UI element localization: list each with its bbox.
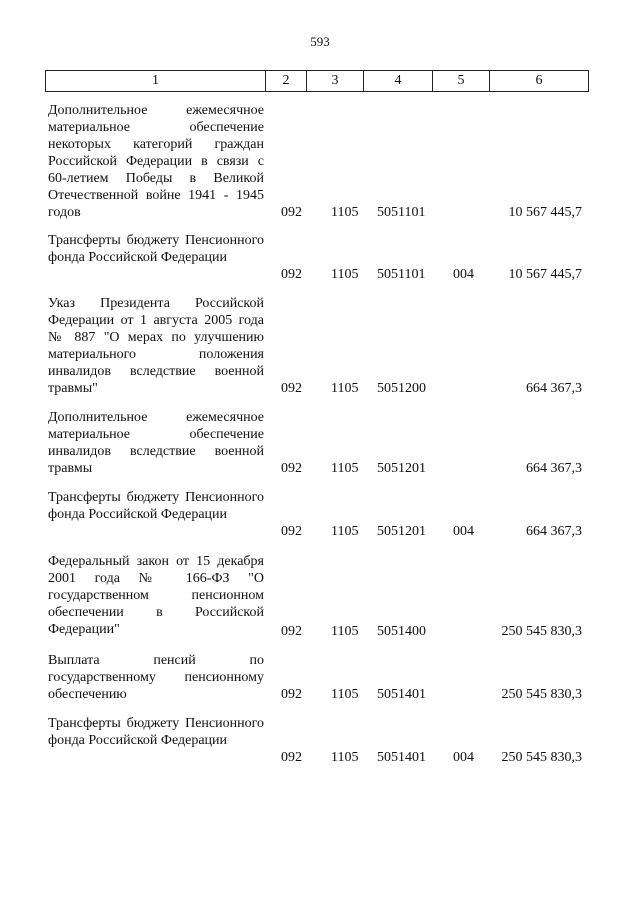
row-section-code: 1105 xyxy=(331,687,359,702)
row-target-code: 5051201 xyxy=(377,461,426,476)
page-number: 593 xyxy=(310,34,330,49)
row-description: Трансферты бюджету Пенсионного фонда Российской Федерации xyxy=(48,233,264,265)
row-section-code: 1105 xyxy=(331,205,359,220)
row-ministry-code: 092 xyxy=(281,750,302,765)
row-ministry-code: 092 xyxy=(281,524,302,539)
table-header xyxy=(45,70,589,92)
row-amount: 250 545 830,3 xyxy=(501,624,582,639)
row-ministry-code: 092 xyxy=(281,381,302,396)
row-description: Трансферты бюджету Пенсионного фонда Российской Федерации xyxy=(48,490,264,522)
row-description: Дополнительное ежемесячное материальное обеспечение некоторых категорий граждан Российской Федерации в связи с 60-летием Победы в Великой Отечественной войне 1941 - 1945 годов xyxy=(48,103,264,220)
row-description: Трансферты бюджету Пенсионного фонда Российской Федерации xyxy=(48,716,264,748)
row-amount: 664 367,3 xyxy=(526,381,582,396)
row-expense-code: 004 xyxy=(453,524,474,539)
row-target-code: 5051401 xyxy=(377,750,426,765)
row-ministry-code: 092 xyxy=(281,205,302,220)
row-section-code: 1105 xyxy=(331,461,359,476)
row-amount: 250 545 830,3 xyxy=(501,750,582,765)
row-amount: 664 367,3 xyxy=(526,524,582,539)
header-col-2: 2 xyxy=(266,71,307,92)
row-description: Выплата пенсий по государственному пенсионному обеспечению xyxy=(48,653,264,702)
row-description: Федеральный закон от 15 декабря 2001 года № 166-ФЗ "О государственном пенсионном обеспечении в Российской Федерации" xyxy=(48,554,264,637)
row-expense-code: 004 xyxy=(453,750,474,765)
row-ministry-code: 092 xyxy=(281,267,302,282)
header-col-1: 1 xyxy=(46,71,266,92)
row-description: Дополнительное ежемесячное материальное обеспечение инвалидов вследствие военной травмы xyxy=(48,410,264,476)
row-description: Указ Президента Российской Федерации от 1 августа 2005 года № 887 "О мерах по улучшению материального положения инвалидов вследствие военной травмы" xyxy=(48,296,264,396)
row-target-code: 5051200 xyxy=(377,381,426,396)
header-col-5: 5 xyxy=(433,71,490,92)
row-target-code: 5051101 xyxy=(377,205,426,220)
header-col-4: 4 xyxy=(364,71,433,92)
row-target-code: 5051101 xyxy=(377,267,426,282)
row-section-code: 1105 xyxy=(331,750,359,765)
row-target-code: 5051401 xyxy=(377,687,426,702)
row-target-code: 5051400 xyxy=(377,624,426,639)
row-ministry-code: 092 xyxy=(281,461,302,476)
row-target-code: 5051201 xyxy=(377,524,426,539)
row-amount: 10 567 445,7 xyxy=(508,205,582,220)
row-section-code: 1105 xyxy=(331,381,359,396)
row-amount: 250 545 830,3 xyxy=(501,687,582,702)
row-expense-code: 004 xyxy=(453,267,474,282)
header-col-6: 6 xyxy=(490,71,589,92)
row-section-code: 1105 xyxy=(331,524,359,539)
row-section-code: 1105 xyxy=(331,267,359,282)
row-section-code: 1105 xyxy=(331,624,359,639)
row-ministry-code: 092 xyxy=(281,624,302,639)
row-ministry-code: 092 xyxy=(281,687,302,702)
header-col-3: 3 xyxy=(307,71,364,92)
row-amount: 664 367,3 xyxy=(526,461,582,476)
row-amount: 10 567 445,7 xyxy=(508,267,582,282)
